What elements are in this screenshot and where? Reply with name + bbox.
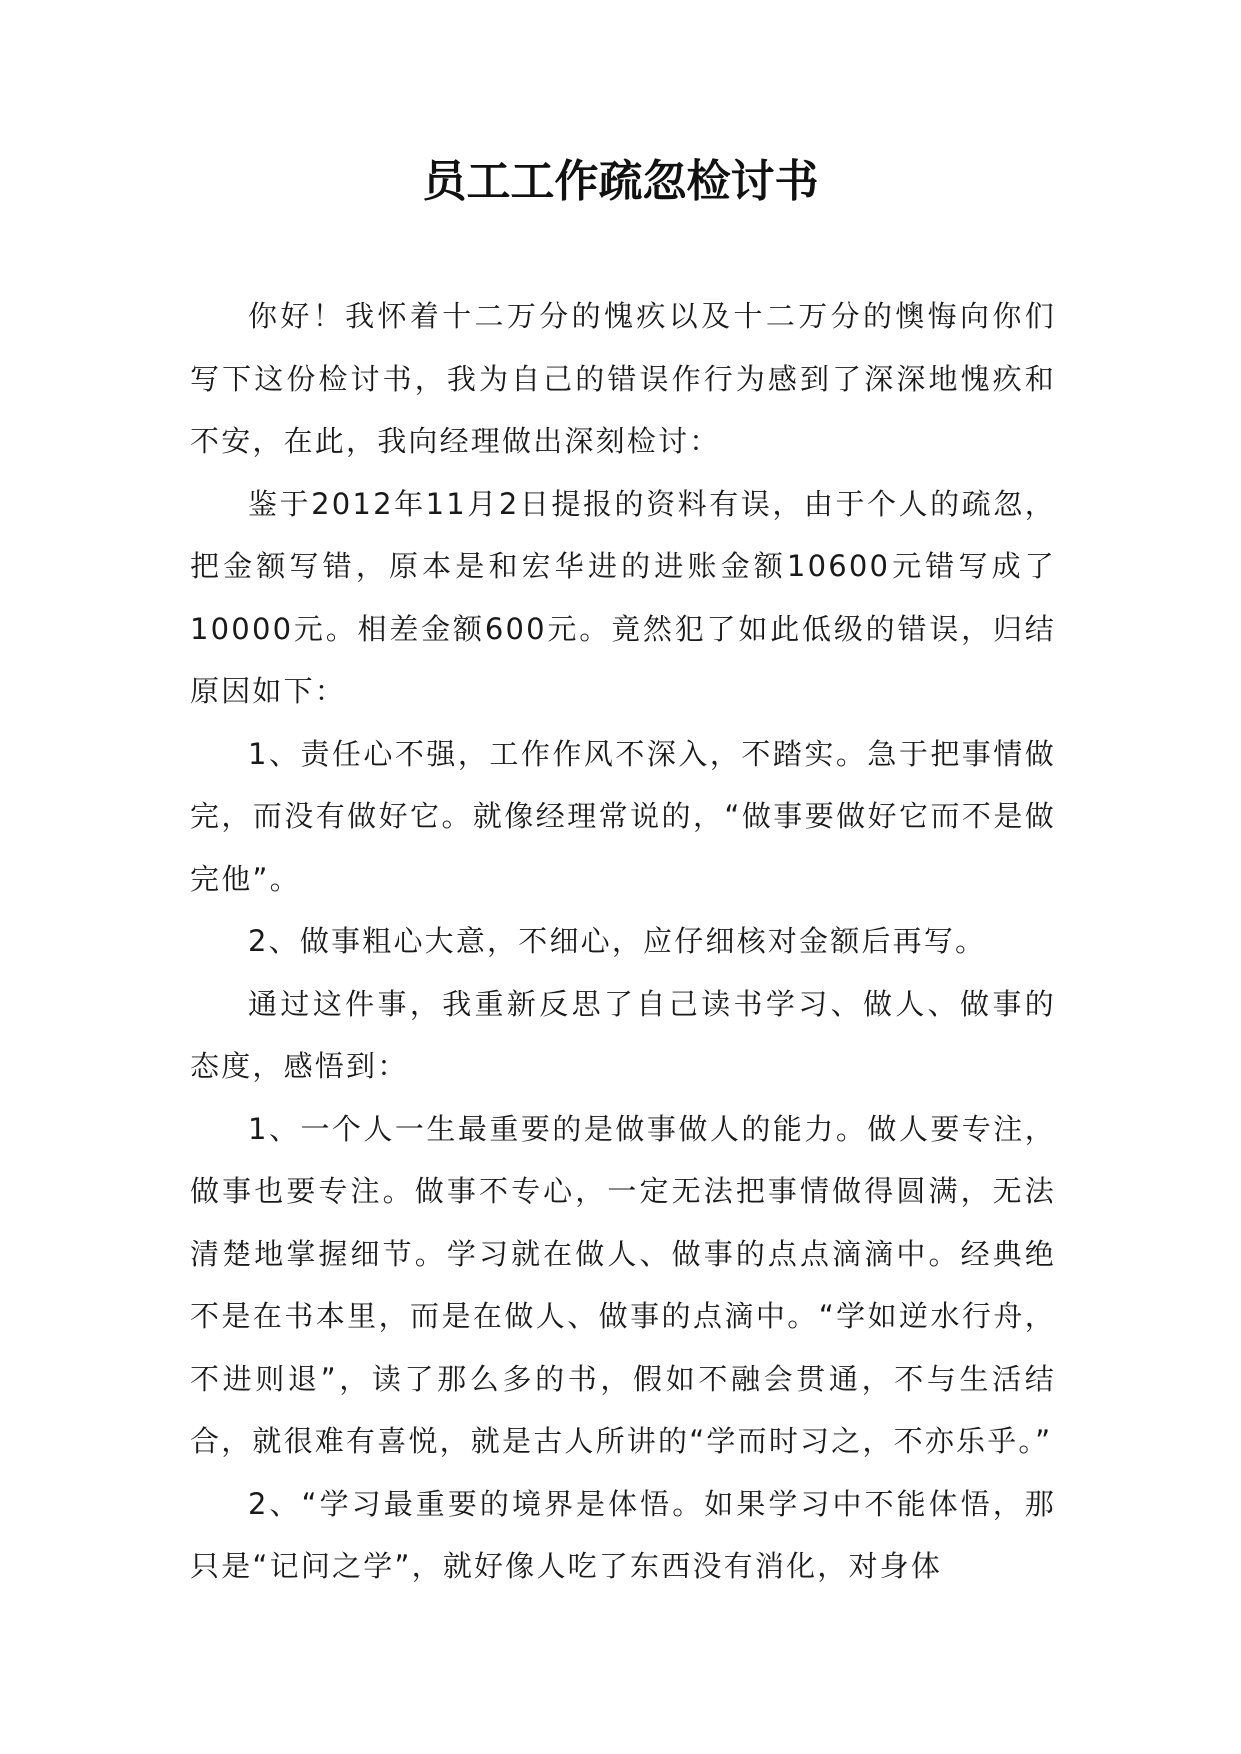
document-title: 员工工作疏忽检讨书 — [422, 156, 819, 207]
paragraph: 2、做事粗心大意，不细心，应仔细核对金额后再写。 — [248, 924, 987, 958]
paragraph: 1、责任心不强，工作作风不深入，不踏实。急于把事情做完，而没有做好它。就像经理常说的，“做事要做好它而不是做完他”。 — [190, 736, 1056, 896]
document-body — [190, 285, 1056, 1598]
paragraph: 你好！我怀着十二万分的愧疚以及十二万分的懊悔向你们写下这份检讨书，我为自己的错误作行为感到了深深地愧疚和不安，在此，我向经理做出深刻检讨： — [190, 299, 1056, 458]
paragraph: 鉴于2012年11月2日提报的资料有误，由于个人的疏忽，把金额写错，原本是和宏华进的进账金额10600元错写成了10000元。相差金额600元。竟然犯了如此低级的错误，归结原因如下： — [190, 486, 1056, 708]
paragraph: 通过这件事，我重新反思了自己读书学习、做人、做事的态度，感悟到： — [190, 986, 1056, 1083]
paragraph: 2、“学习最重要的境界是体悟。如果学习中不能体悟，那只是“记问之学”，就好像人吃了东西没有消化，对身体 — [190, 1486, 1056, 1583]
paragraph: 1、一个人一生最重要的是做事做人的能力。做人要专注，做事也要专注。做事不专心，一定无法把事情做得圆满，无法清楚地掌握细节。学习就在做人、做事的点点滴滴中。经典绝不是在书本里，而是在做人、做事的点滴中。“学如逆水行舟，不进则退”，读了那么多的书，假如不融会贯通，不与生活结合，就很难有喜悦，就是古人所讲的“学而时习之，不亦乐乎。” — [190, 1111, 1056, 1458]
